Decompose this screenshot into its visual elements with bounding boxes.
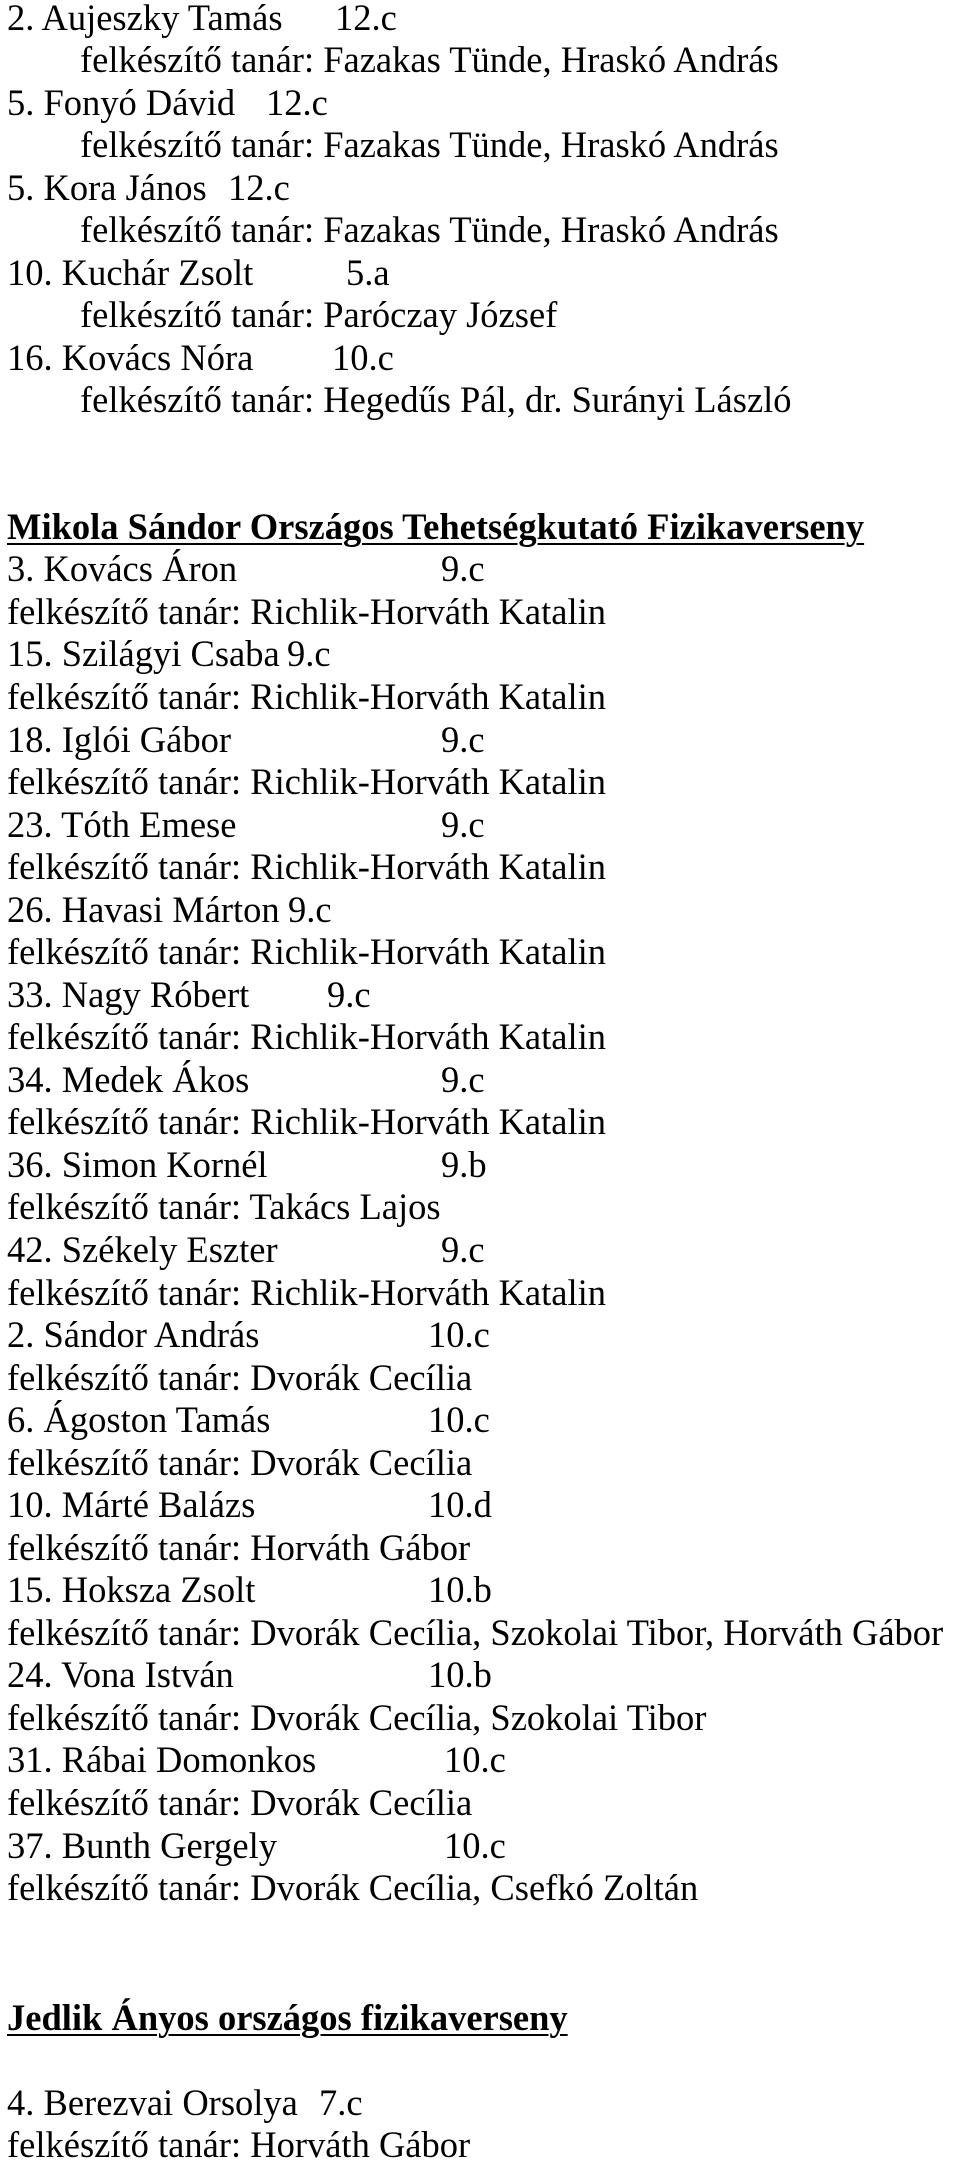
class-label: 10.b	[428, 1569, 492, 1610]
entry-row	[7, 1484, 960, 1527]
placement-label: 37. Bunth Gergely	[7, 1825, 278, 1866]
placement-label: 36. Simon Kornél	[7, 1144, 268, 1185]
class-label: 9.c	[441, 804, 485, 845]
class-label: 9.c	[288, 889, 332, 930]
class-label: 10.c	[428, 1399, 490, 1440]
class-label: 9.c	[287, 633, 331, 674]
class-label: 7.c	[319, 2082, 363, 2123]
placement-label: 15. Hoksza Zsolt	[7, 1569, 256, 1610]
entry-row	[7, 1569, 960, 1612]
entry-row	[7, 1399, 960, 1442]
teacher-line: felkészítő tanár: Dvorák Cecília, Szokolai Tibor	[7, 1697, 707, 1738]
teacher-line: felkészítő tanár: Fazakas Tünde, Hraskó András	[80, 39, 779, 80]
placement-label: 33. Nagy Róbert	[7, 974, 250, 1015]
teacher-line: felkészítő tanár: Dvorák Cecília, Csefkó Zoltán	[7, 1867, 699, 1908]
entry-row	[7, 804, 960, 847]
teacher-line: felkészítő tanár: Dvorák Cecília	[7, 1357, 473, 1398]
entry-row	[7, 0, 960, 40]
teacher-line: felkészítő tanár: Paróczay József	[80, 294, 558, 335]
placement-label: 3. Kovács Áron	[7, 548, 238, 589]
placement-label: 15. Szilágyi Csaba	[7, 633, 280, 674]
entry-row	[7, 719, 960, 762]
entry-row	[7, 82, 960, 125]
class-label: 12.c	[335, 0, 397, 38]
class-label: 9.c	[441, 1059, 485, 1100]
teacher-line: felkészítő tanár: Richlik-Horváth Katalin	[7, 931, 607, 972]
entry-row	[7, 1825, 960, 1868]
placement-label: 31. Rábai Domonkos	[7, 1739, 317, 1780]
class-label: 10.d	[428, 1484, 492, 1525]
entry-row	[7, 1229, 960, 1272]
entry-row	[7, 167, 960, 210]
class-label: 10.c	[444, 1825, 506, 1866]
placement-label: 6. Ágoston Tamás	[7, 1399, 271, 1440]
entry-row	[7, 1144, 960, 1187]
class-label: 10.c	[332, 337, 394, 378]
section-title: Mikola Sándor Országos Tehetségkutató Fizikaverseny	[7, 506, 865, 547]
entry-row	[7, 337, 960, 380]
teacher-line: felkészítő tanár: Horváth Gábor	[7, 1527, 471, 1568]
placement-label: 18. Iglói Gábor	[7, 719, 232, 760]
teacher-line: felkészítő tanár: Dvorák Cecília	[7, 1442, 473, 1483]
class-label: 5.a	[346, 252, 390, 293]
class-label: 9.c	[441, 719, 485, 760]
class-label: 9.c	[327, 974, 371, 1015]
entry-row	[7, 633, 960, 676]
placement-label: 26. Havasi Márton	[7, 889, 280, 930]
class-label: 10.c	[444, 1739, 506, 1780]
class-label: 10.b	[428, 1654, 492, 1695]
entry-row	[7, 1314, 960, 1357]
entry-row	[7, 974, 960, 1017]
teacher-line: felkészítő tanár: Dvorák Cecília	[7, 1782, 473, 1823]
teacher-line: felkészítő tanár: Richlik-Horváth Katalin	[7, 1272, 607, 1313]
teacher-line: felkészítő tanár: Richlik-Horváth Katalin	[7, 676, 607, 717]
entry-row	[7, 1739, 960, 1782]
placement-label: 10. Márté Balázs	[7, 1484, 256, 1525]
placement-label: 5. Fonyó Dávid	[7, 82, 236, 123]
entry-row	[7, 889, 960, 932]
teacher-line: felkészítő tanár: Richlik-Horváth Katalin	[7, 591, 607, 632]
teacher-line: felkészítő tanár: Horváth Gábor	[7, 2124, 471, 2163]
entry-row	[7, 548, 960, 591]
placement-label: 34. Medek Ákos	[7, 1059, 250, 1100]
teacher-line: felkészítő tanár: Richlik-Horváth Katalin	[7, 846, 607, 887]
class-label: 10.c	[428, 1314, 490, 1355]
teacher-line: felkészítő tanár: Fazakas Tünde, Hraskó András	[80, 124, 779, 165]
class-label: 12.c	[228, 167, 290, 208]
placement-label: 16. Kovács Nóra	[7, 337, 254, 378]
placement-label: 42. Székely Eszter	[7, 1229, 278, 1270]
class-label: 9.c	[441, 548, 485, 589]
class-label: 9.b	[441, 1144, 487, 1185]
teacher-line: felkészítő tanár: Fazakas Tünde, Hraskó András	[80, 209, 779, 250]
teacher-line: felkészítő tanár: Richlik-Horváth Katalin	[7, 1101, 607, 1142]
teacher-line: felkészítő tanár: Takács Lajos	[7, 1186, 441, 1227]
section-title: Jedlik Ányos országos fizikaverseny	[7, 1997, 568, 2038]
placement-label: 2. Aujeszky Tamás	[7, 0, 283, 38]
teacher-line: felkészítő tanár: Dvorák Cecília, Szokolai Tibor, Horváth Gábor	[7, 1612, 944, 1653]
entry-row	[7, 2082, 960, 2125]
teacher-line: felkészítő tanár: Richlik-Horváth Katalin	[7, 761, 607, 802]
placement-label: 4. Berezvai Orsolya	[7, 2082, 298, 2123]
placement-label: 24. Vona István	[7, 1654, 234, 1695]
teacher-line: felkészítő tanár: Hegedűs Pál, dr. Surányi László	[80, 379, 792, 420]
entry-row	[7, 252, 960, 295]
placement-label: 5. Kora János	[7, 167, 207, 208]
class-label: 9.c	[441, 1229, 485, 1270]
placement-label: 2. Sándor András	[7, 1314, 260, 1355]
placement-label: 10. Kuchár Zsolt	[7, 252, 254, 293]
entry-row	[7, 1654, 960, 1697]
entry-row	[7, 1059, 960, 1102]
teacher-line: felkészítő tanár: Richlik-Horváth Katalin	[7, 1016, 607, 1057]
placement-label: 23. Tóth Emese	[7, 804, 237, 845]
class-label: 12.c	[266, 82, 328, 123]
